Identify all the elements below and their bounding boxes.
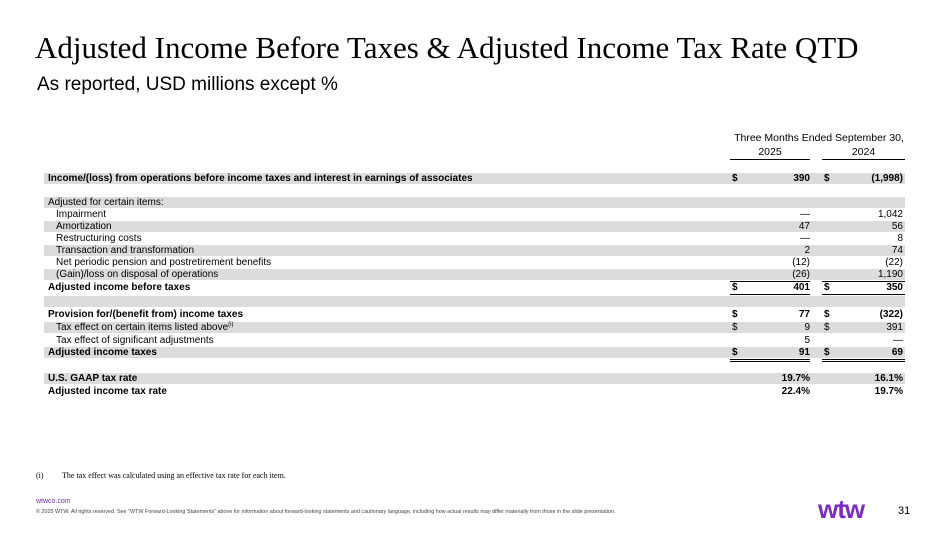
- page-number: 31: [898, 505, 911, 517]
- row-label-text: Adjusted income taxes: [48, 347, 157, 358]
- table-row: [44, 322, 905, 333]
- value-2025: (26): [792, 269, 810, 280]
- currency-2025: $: [732, 309, 738, 320]
- table-row: [44, 257, 905, 268]
- table-row: [44, 185, 905, 196]
- value-2024: 74: [891, 245, 903, 256]
- table-row: [44, 221, 905, 232]
- value-2025: (12): [792, 257, 810, 268]
- row-label: [56, 221, 112, 232]
- page-title: Adjusted Income Before Taxes & Adjusted Income Tax Rate QTD: [35, 30, 859, 65]
- value-2025: 2: [804, 245, 810, 256]
- currency-2024: $: [824, 322, 830, 333]
- row-label-text: Adjusted income before taxes: [48, 282, 191, 293]
- header-underline-2025: [730, 159, 810, 160]
- row-label-text: Amortization: [56, 221, 112, 232]
- footnote-reference: (i): [228, 322, 234, 328]
- row-label-text: Impairment: [56, 209, 107, 220]
- table-row: [44, 233, 905, 244]
- row-label: [48, 309, 243, 320]
- value-2025: —: [800, 233, 810, 244]
- row-label: [56, 209, 106, 220]
- row-label-text: U.S. GAAP tax rate: [48, 373, 138, 384]
- row-label: [56, 257, 271, 268]
- value-2025: —: [800, 209, 810, 220]
- total-double-rule: [730, 359, 810, 360]
- table-row: [44, 373, 905, 384]
- row-label: [56, 322, 233, 333]
- row-label: [48, 373, 137, 384]
- footnote-marker: (i): [36, 471, 44, 480]
- wtw-logo: wtw: [818, 494, 865, 524]
- header-underline-2024: [822, 159, 905, 160]
- table-row: [44, 347, 905, 358]
- row-label-text: Adjusted for certain items:: [48, 197, 164, 208]
- value-2025: 9: [804, 322, 810, 333]
- value-2024: 16.1%: [874, 373, 903, 384]
- row-label-text: Net periodic pension and postretirement benefits: [56, 257, 272, 268]
- value-2025: 77: [798, 309, 810, 320]
- row-label: [48, 386, 167, 397]
- currency-2024: $: [824, 309, 830, 320]
- value-2024: (1,998): [871, 173, 903, 184]
- website-link[interactable]: wtwco.com: [36, 498, 71, 505]
- table-row: [44, 282, 905, 293]
- row-label-text: Tax effect of significant adjustments: [56, 335, 214, 346]
- value-2024: (322): [879, 309, 903, 320]
- currency-2025: $: [732, 173, 738, 184]
- value-2025: 22.4%: [781, 386, 810, 397]
- row-label: [56, 233, 142, 244]
- value-2024: —: [893, 335, 903, 346]
- value-2024: 1,190: [877, 269, 903, 280]
- row-label: [56, 335, 214, 346]
- table-row: [44, 361, 905, 372]
- value-2024: 8: [897, 233, 903, 244]
- table-row: [44, 269, 905, 280]
- row-label-text: Income/(loss) from operations before income taxes and interest in earnings of associates: [48, 173, 473, 184]
- row-label: [56, 245, 194, 256]
- value-2024: 350: [886, 282, 903, 293]
- value-2024: 391: [886, 322, 903, 333]
- page-subtitle: As reported, USD millions except %: [37, 74, 338, 95]
- value-2024: 69: [891, 347, 903, 358]
- period-header: Three Months Ended September 30,: [734, 132, 904, 144]
- row-label-text: Adjusted income tax rate: [48, 386, 167, 397]
- row-label-text: Restructuring costs: [56, 233, 142, 244]
- row-label-text: Transaction and transformation: [56, 245, 195, 256]
- copyright-text: © 2025 WTW. All rights reserved. See "WTW Forward-Looking Statements" above for information about forward-looking statements and cautionary language, including how actual results may differ materially from those in the slide presentation.: [36, 509, 616, 515]
- table-row: [44, 209, 905, 220]
- row-label-text: Provision for/(benefit from) income taxes: [48, 309, 244, 320]
- row-label: [48, 173, 473, 184]
- row-label-text: Tax effect on certain items listed above: [56, 322, 229, 333]
- table-row: [44, 245, 905, 256]
- row-label: [48, 282, 190, 293]
- value-2025: 5: [804, 335, 810, 346]
- row-label: [48, 197, 164, 208]
- currency-2025: $: [732, 282, 738, 293]
- table-row: [44, 309, 905, 320]
- value-2024: 1,042: [877, 209, 903, 220]
- table-row: [44, 335, 905, 346]
- currency-2024: $: [824, 347, 830, 358]
- currency-2024: $: [824, 282, 830, 293]
- value-2025: 401: [793, 282, 810, 293]
- value-2025: 390: [793, 173, 810, 184]
- value-2025: 47: [798, 221, 810, 232]
- row-label: [56, 269, 218, 280]
- column-header-2024: 2024: [851, 146, 876, 158]
- table-row: [44, 386, 905, 397]
- row-label-text: (Gain)/loss on disposal of operations: [56, 269, 219, 280]
- value-2024: (22): [885, 257, 903, 268]
- value-2024: 19.7%: [874, 386, 903, 397]
- currency-2025: $: [732, 347, 738, 358]
- value-2025: 19.7%: [781, 373, 810, 384]
- total-double-rule: [730, 294, 810, 295]
- row-label: [48, 347, 157, 358]
- currency-2025: $: [732, 322, 738, 333]
- column-header-2025: 2025: [758, 146, 782, 158]
- currency-2024: $: [824, 173, 830, 184]
- value-2025: 91: [798, 347, 810, 358]
- value-2024: 56: [891, 221, 903, 232]
- table-row: [44, 173, 905, 184]
- total-double-rule: [822, 359, 905, 360]
- table-row: [44, 296, 905, 307]
- total-double-rule: [822, 294, 905, 295]
- footnote-text: The tax effect was calculated using an effective tax rate for each item.: [62, 471, 286, 480]
- table-row: [44, 197, 905, 208]
